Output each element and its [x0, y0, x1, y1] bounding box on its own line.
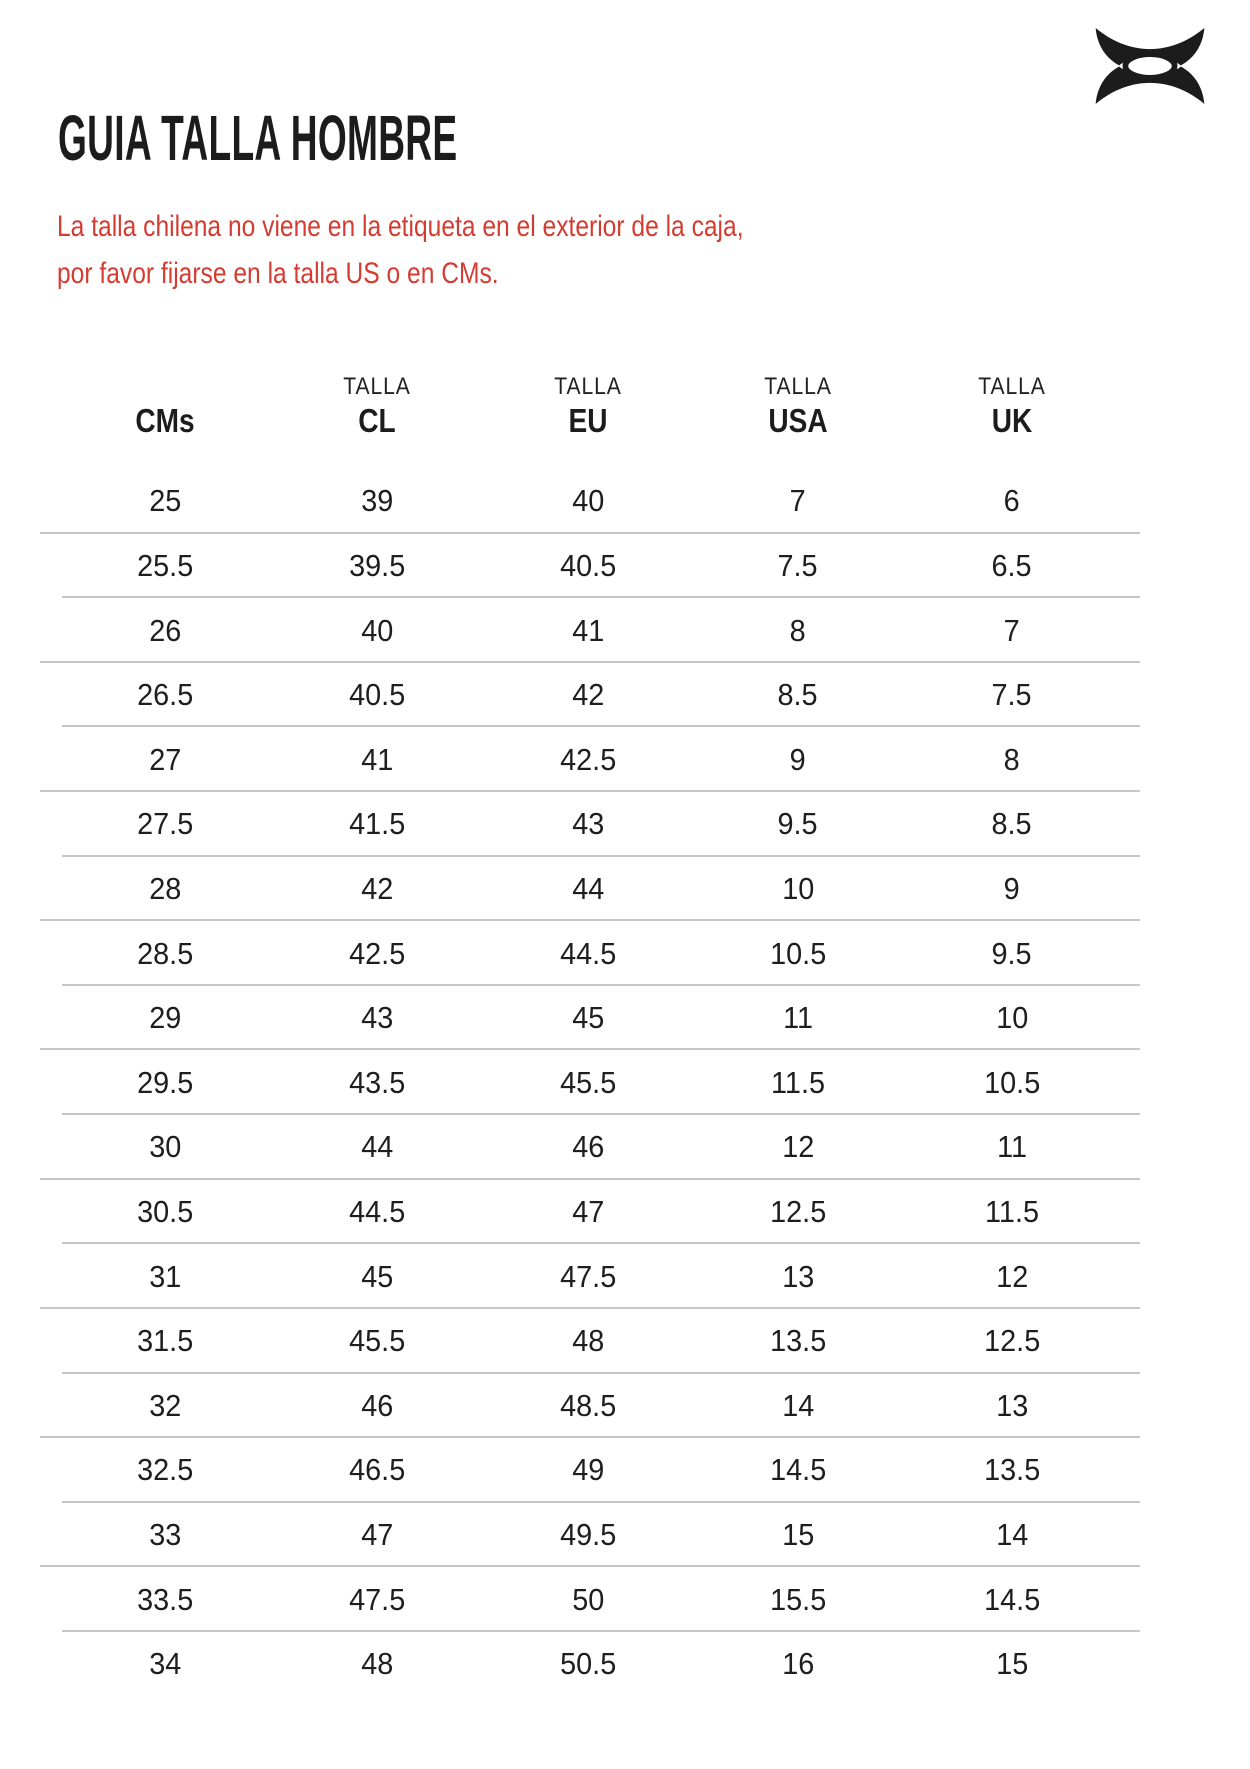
notice-line-2: por favor fijarse en la talla US o en CMs. — [57, 257, 499, 290]
size-cell: 47.5 — [348, 1581, 406, 1617]
table-row — [40, 1309, 1140, 1374]
size-cell: 40.5 — [348, 677, 406, 713]
size-cell: 29 — [148, 1000, 182, 1036]
size-cell: 44 — [360, 1129, 394, 1165]
size-cell: 48 — [360, 1646, 394, 1682]
size-cell: 9 — [789, 741, 807, 777]
size-cell: 40.5 — [559, 547, 617, 583]
column-header-cl — [290, 370, 464, 469]
size-cell: 48.5 — [559, 1387, 617, 1423]
size-cell: 10 — [995, 1000, 1029, 1036]
size-cell: 41 — [571, 612, 605, 648]
size-cell: 6 — [1003, 483, 1021, 519]
size-cell: 26 — [148, 612, 182, 648]
size-cell: 40 — [360, 612, 394, 648]
table-row — [40, 1567, 1140, 1632]
size-table-body — [40, 469, 1140, 1697]
size-cell: 14.5 — [769, 1452, 827, 1488]
column-header-cms — [40, 370, 290, 469]
table-row — [40, 1180, 1140, 1245]
size-table-header — [40, 370, 1140, 469]
size-cell: 7.5 — [777, 547, 819, 583]
column-group-label: TALLA — [978, 373, 1046, 400]
table-row — [40, 534, 1140, 599]
column-header-uk — [884, 370, 1140, 469]
size-cell: 14 — [995, 1517, 1029, 1553]
table-row — [40, 921, 1140, 986]
size-cell: 34 — [148, 1646, 182, 1682]
size-cell: 44.5 — [348, 1194, 406, 1229]
table-row — [40, 857, 1140, 922]
size-cell: 25 — [148, 483, 182, 519]
size-cell: 30.5 — [136, 1194, 194, 1229]
size-cell: 10.5 — [769, 935, 827, 971]
table-row — [40, 1244, 1140, 1309]
size-cell: 12 — [781, 1129, 815, 1165]
size-cell: 9 — [1003, 870, 1021, 906]
size-cell: 42 — [360, 870, 394, 906]
table-row — [40, 663, 1140, 728]
size-cell: 10.5 — [983, 1064, 1041, 1100]
size-cell: 48 — [571, 1323, 605, 1359]
size-cell: 43.5 — [348, 1064, 406, 1100]
column-group-label — [55, 375, 275, 399]
size-cell: 33.5 — [136, 1581, 194, 1617]
size-cell: 14 — [781, 1387, 815, 1423]
size-cell: 46 — [571, 1129, 605, 1165]
size-cell: 10 — [781, 870, 815, 906]
size-cell: 8.5 — [991, 806, 1033, 842]
table-row — [40, 469, 1140, 534]
size-cell: 43 — [360, 1000, 394, 1036]
size-cell: 11.5 — [985, 1194, 1039, 1229]
size-cell: 6.5 — [991, 547, 1033, 583]
table-row — [40, 986, 1140, 1051]
table-row — [40, 1503, 1140, 1568]
size-cell: 46 — [360, 1387, 394, 1423]
size-cell: 45 — [571, 1000, 605, 1036]
table-row — [40, 598, 1140, 663]
size-cell: 13 — [781, 1258, 815, 1294]
size-cell: 14.5 — [983, 1581, 1041, 1617]
column-label: CMs — [135, 402, 195, 439]
column-header-eu — [464, 370, 712, 469]
column-label: CL — [358, 402, 396, 439]
column-group-label: TALLA — [554, 373, 622, 400]
column-label: USA — [768, 402, 828, 439]
table-row — [40, 792, 1140, 857]
size-cell: 7 — [789, 483, 807, 519]
size-cell: 42.5 — [348, 935, 406, 971]
size-cell: 7 — [1003, 612, 1021, 648]
size-cell: 13.5 — [769, 1323, 827, 1359]
size-cell: 9.5 — [991, 935, 1033, 971]
column-group-label: TALLA — [764, 373, 832, 400]
size-cell: 50 — [571, 1581, 605, 1617]
size-cell: 50.5 — [559, 1646, 617, 1682]
column-label: EU — [568, 402, 608, 439]
size-table — [40, 370, 1140, 1697]
size-cell: 8 — [1003, 741, 1021, 777]
size-cell: 27.5 — [136, 806, 194, 842]
size-cell: 16 — [781, 1646, 815, 1682]
size-cell: 15 — [995, 1646, 1029, 1682]
size-cell: 42 — [571, 677, 605, 713]
size-cell: 11 — [783, 1000, 813, 1036]
column-group-label: TALLA — [343, 373, 411, 400]
size-notice — [57, 203, 744, 297]
size-cell: 28.5 — [136, 935, 194, 971]
size-cell: 26.5 — [136, 677, 194, 713]
size-cell: 45 — [360, 1258, 394, 1294]
size-cell: 47 — [571, 1194, 605, 1229]
size-cell: 44.5 — [559, 935, 617, 971]
size-cell: 46.5 — [348, 1452, 406, 1488]
size-cell: 42.5 — [559, 741, 617, 777]
size-cell: 8.5 — [777, 677, 819, 713]
size-cell: 32 — [148, 1387, 182, 1423]
size-cell: 39 — [360, 483, 394, 519]
size-cell: 9.5 — [777, 806, 819, 842]
size-cell: 15.5 — [769, 1581, 827, 1617]
page-title: GUIA TALLA HOMBRE — [58, 102, 458, 174]
size-cell: 39.5 — [348, 547, 406, 583]
size-cell: 49 — [571, 1452, 605, 1488]
size-cell: 45.5 — [348, 1323, 406, 1359]
size-cell: 31 — [148, 1258, 182, 1294]
size-cell: 30 — [148, 1129, 182, 1165]
table-row — [40, 1374, 1140, 1439]
column-header-usa — [712, 370, 884, 469]
notice-line-1: La talla chilena no viene en la etiqueta en el exterior de la caja, — [57, 210, 744, 243]
table-row — [40, 1115, 1140, 1180]
column-label: UK — [991, 402, 1033, 439]
size-cell: 11 — [997, 1129, 1027, 1165]
size-cell: 43 — [571, 806, 605, 842]
size-cell: 11.5 — [771, 1064, 825, 1100]
size-cell: 8 — [789, 612, 807, 648]
size-cell: 47.5 — [559, 1258, 617, 1294]
size-cell: 13.5 — [983, 1452, 1041, 1488]
size-cell: 31.5 — [136, 1323, 194, 1359]
size-cell: 29.5 — [136, 1064, 194, 1100]
size-cell: 40 — [571, 483, 605, 519]
size-cell: 41 — [360, 741, 394, 777]
size-cell: 13 — [995, 1387, 1029, 1423]
table-row — [40, 1050, 1140, 1115]
size-cell: 12.5 — [983, 1323, 1041, 1359]
size-cell: 45.5 — [559, 1064, 617, 1100]
table-row — [40, 727, 1140, 792]
size-cell: 15 — [781, 1517, 815, 1553]
size-cell: 27 — [148, 741, 182, 777]
size-cell: 41.5 — [348, 806, 406, 842]
table-row — [40, 1632, 1140, 1697]
size-cell: 12 — [995, 1258, 1029, 1294]
table-row — [40, 1438, 1140, 1503]
under-armour-logo — [1088, 26, 1212, 106]
under-armour-logo-icon — [1088, 26, 1212, 106]
size-cell: 12.5 — [769, 1194, 827, 1229]
size-cell: 49.5 — [559, 1517, 617, 1553]
size-cell: 33 — [148, 1517, 182, 1553]
size-cell: 47 — [360, 1517, 394, 1553]
size-cell: 7.5 — [991, 677, 1033, 713]
size-cell: 28 — [148, 870, 182, 906]
size-cell: 44 — [571, 870, 605, 906]
size-cell: 25.5 — [136, 547, 194, 583]
size-cell: 32.5 — [136, 1452, 194, 1488]
